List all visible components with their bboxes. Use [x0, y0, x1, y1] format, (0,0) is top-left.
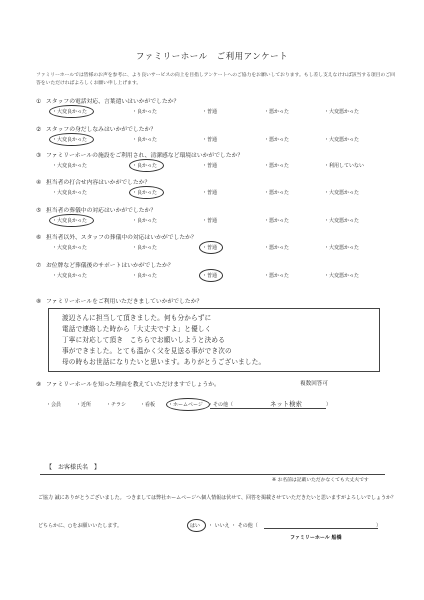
- comment-line: 電話で連絡した時から「大丈夫ですよ」と優しく: [62, 325, 212, 333]
- question-1: [36, 96, 396, 105]
- option-1[interactable]: ・大変良かった: [52, 218, 88, 224]
- question-text: 担当者以外、スタッフの葬儀中の対応はいかがでしたか？: [46, 235, 197, 241]
- option-1[interactable]: ・大変良かった: [52, 109, 88, 115]
- question-number: ⑦: [36, 263, 42, 269]
- intro-text: ファミリーホールでは皆様のお声を参考に、より良いサービスの向上を目指しアンケートへのご協力をお願いしております。もし差し支えなければ該当する項目のご回答をいただければよろしくお願い申し上げます。: [36, 73, 395, 86]
- consent-option-3[interactable]: ）: [376, 523, 382, 529]
- option-1[interactable]: ・大変良かった: [52, 245, 88, 251]
- question-4: [36, 177, 396, 186]
- comment-line: 母の時もお世話になりたいと思います。ありがとうございました。: [62, 358, 266, 366]
- option-2[interactable]: ・良かった: [132, 218, 158, 224]
- question-number: ②: [36, 127, 42, 133]
- source-option-5[interactable]: ・ホームページ: [168, 402, 203, 408]
- source-option-2[interactable]: ・近所: [76, 402, 92, 408]
- consent-question: どちらかに、○をお願いいたします。: [38, 523, 122, 529]
- option-1[interactable]: ・大変良かった: [52, 137, 88, 143]
- question-text: スタッフの電話対応、言葉遣いはいかがでしたか？: [46, 99, 180, 105]
- question-text: ファミリーホールをご利用いただきましていかがでしたか？: [46, 299, 203, 305]
- other-underline: [210, 408, 326, 409]
- question-number: ⑨: [36, 382, 42, 388]
- question-text: 担当者の葬儀中の対応はいかがでしたか？: [46, 208, 157, 214]
- option-5[interactable]: ・大変悪かった: [324, 190, 360, 196]
- multi-answer-note: 複数回答可: [300, 381, 328, 387]
- consent-option-1[interactable]: はい: [190, 523, 201, 529]
- signature: ファミリーホール 船橋: [290, 535, 342, 541]
- source-option-1[interactable]: ・会員: [46, 402, 62, 408]
- name-note: ※ お名前は記載いただかなくても大丈夫です: [272, 478, 369, 483]
- option-5[interactable]: ・利用していない: [324, 163, 365, 169]
- question-7: [36, 260, 396, 269]
- option-3[interactable]: ・普通: [202, 273, 218, 279]
- question-2: [36, 124, 396, 133]
- question-number: ⑧: [36, 299, 42, 305]
- question-text: ファミリーホールを知った理由を教えていただけますでしょうか。: [46, 382, 220, 388]
- option-5[interactable]: ・大変悪かった: [324, 245, 360, 251]
- option-2[interactable]: ・良かった: [132, 137, 158, 143]
- option-2[interactable]: ・良かった: [132, 190, 158, 196]
- option-4[interactable]: ・悪かった: [264, 109, 290, 115]
- question-3: [36, 150, 396, 159]
- footer-text: ご協力 誠にありがとうございました。 つきましては弊社ホームページへ個人情報は伏せて、回答を掲載させていただきたいと思いますがよろしいでしょうか？: [38, 495, 396, 501]
- option-1[interactable]: ・大変良かった: [52, 163, 88, 169]
- option-4[interactable]: ・悪かった: [264, 163, 290, 169]
- question-text: スタッフの身だしなみはいかがでしたか？: [46, 127, 157, 133]
- source-option-4[interactable]: ・看板: [140, 402, 156, 408]
- option-1[interactable]: ・大変良かった: [52, 273, 88, 279]
- question-5: [36, 205, 396, 214]
- option-3[interactable]: ・普通: [202, 190, 218, 196]
- option-2[interactable]: ・良かった: [132, 163, 158, 169]
- option-4[interactable]: ・悪かった: [264, 190, 290, 196]
- option-4[interactable]: ・悪かった: [264, 137, 290, 143]
- option-2[interactable]: ・良かった: [132, 245, 158, 251]
- source-other-answer: ネット検索: [270, 400, 302, 408]
- customer-name-label: 【 お客様氏名 】: [46, 464, 101, 471]
- question-text: ファミリーホールの施設をご利用され、清潔感など環境はいかがでしたか？: [46, 153, 244, 159]
- question-6: [36, 232, 396, 241]
- option-3[interactable]: ・普通: [202, 137, 218, 143]
- question-number: ⑥: [36, 235, 42, 241]
- comment-line: 渡辺さんに担当して頂きました。何も分からずに: [62, 314, 212, 322]
- option-3[interactable]: ・普通: [202, 163, 218, 169]
- option-5[interactable]: ・大変悪かった: [324, 218, 360, 224]
- option-2[interactable]: ・良かった: [132, 109, 158, 115]
- question-number: ③: [36, 153, 42, 159]
- option-1[interactable]: ・大変良かった: [52, 190, 88, 196]
- option-4[interactable]: ・悪かった: [264, 245, 290, 251]
- comment-line: 丁寧に対応して頂き こちらでお願いしようと決める: [62, 336, 225, 344]
- comment-line: 事ができました。とても温かく父を見送る事ができ次の: [62, 347, 232, 355]
- consent-underline: [264, 528, 378, 529]
- question-text: お位牌など葬儀後のサポートはいかがでしたか？: [46, 263, 174, 269]
- question-number: ④: [36, 180, 42, 186]
- option-5[interactable]: ・大変悪かった: [324, 273, 360, 279]
- option-2[interactable]: ・良かった: [132, 273, 158, 279]
- option-5[interactable]: ・大変悪かった: [324, 109, 360, 115]
- source-option-3[interactable]: ・チラシ: [106, 402, 127, 408]
- consent-option-2[interactable]: ・ いいえ ・ その他（: [208, 523, 258, 529]
- source-option-7[interactable]: ）: [326, 402, 332, 408]
- option-4[interactable]: ・悪かった: [264, 273, 290, 279]
- option-5[interactable]: ・大変悪かった: [324, 137, 360, 143]
- option-3[interactable]: ・普通: [202, 245, 218, 251]
- question-9: [36, 379, 396, 388]
- name-underline[interactable]: [40, 474, 385, 475]
- source-option-6[interactable]: ・その他（: [208, 402, 234, 408]
- question-8: [36, 296, 396, 305]
- question-number: ⑤: [36, 208, 42, 214]
- page-title: ファミリーホール ご利用アンケート: [135, 52, 289, 62]
- option-3[interactable]: ・普通: [202, 218, 218, 224]
- question-number: ①: [36, 99, 42, 105]
- question-text: 担当者の打合せ内容はいかがでしたか？: [46, 180, 151, 186]
- option-3[interactable]: ・普通: [202, 109, 218, 115]
- option-4[interactable]: ・悪かった: [264, 218, 290, 224]
